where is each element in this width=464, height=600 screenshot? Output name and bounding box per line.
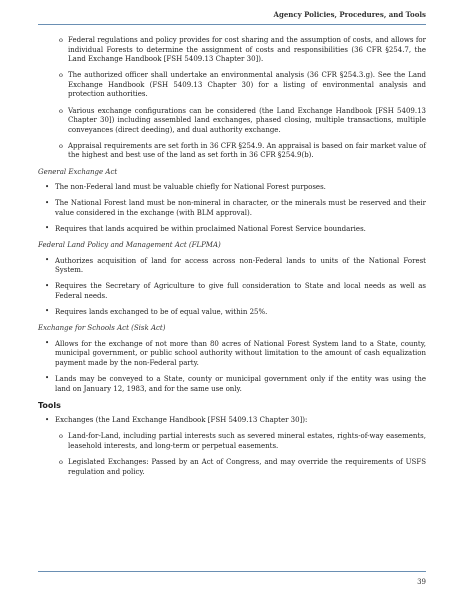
tools-subitem-text: Land-for-Land, including partial interests such as severed mineral estates, rights-of-way easements, leasehold interests, and long-term or perpetual easements.	[68, 432, 426, 450]
section-title-general-exchange-act: General Exchange Act	[38, 167, 118, 176]
bullet-text: The National Forest land must be non-mineral in character, or the minerals must be reserved and their value considered in the exchange (with BLM approval).	[55, 199, 426, 217]
tools-subitem	[38, 432, 426, 451]
bullet-item	[38, 199, 426, 218]
bullet-item	[38, 340, 426, 369]
bullet-text: Requires lands exchanged to be of equal value, within 25%.	[55, 307, 268, 316]
bullet-text: Requires the Secretary of Agriculture to give full consideration to State and local needs as well as Federal needs.	[55, 282, 426, 300]
tools-subitem-text: Legislated Exchanges: Passed by an Act of Congress, and may override the requirements of USFS regulation and policy.	[68, 458, 426, 476]
intro-subitem	[38, 71, 426, 100]
bullet-marker: •	[45, 374, 50, 383]
page-body	[38, 36, 426, 484]
sub-marker: o	[59, 71, 63, 80]
bullet-text: Authorizes acquisition of land for access across non-Federal lands to units of the National Forest System.	[55, 256, 426, 275]
bullet-marker: •	[45, 307, 50, 316]
intro-subitem-text: The authorized officer shall undertake an environmental analysis (36 CFR §254.3.g). See the Land Exchange Handbook (FSH 5409.13 Chapter 30) for a listing of environmental analysis and protection authorities.	[68, 71, 426, 99]
bullet-text: Allows for the exchange of not more than 80 acres of National Forest System land to a State, county, municipal government, or public school authority without limitation to the amount of cash equalization payment made by the non-Federal party.	[55, 339, 426, 367]
bullet-text: Requires that lands acquired be within proclaimed National Forest Service boundaries.	[55, 224, 366, 233]
bullet-marker: •	[45, 198, 50, 207]
bullet-item	[38, 375, 426, 394]
bullet-item	[38, 183, 426, 193]
header-rule	[38, 24, 426, 25]
intro-subitem-text: Appraisal requirements are set forth in 36 CFR §254.9. An appraisal is based on fair market value of the highest and best use of the land as set forth in 36 CFR §254.9(b).	[68, 141, 426, 160]
running-header: Agency Policies, Procedures, and Tools	[273, 10, 426, 19]
bullet-item	[38, 282, 426, 301]
intro-subitem-text: Various exchange configurations can be considered (the Land Exchange Handbook [FSH 5409.13 Chapter 30]) including assembled land exchanges, phased closing, multiple transactions, multiple conveyances (direct deeding), and dual authority exchange.	[68, 106, 426, 134]
sub-marker: o	[59, 36, 63, 44]
bullet-marker: •	[45, 415, 50, 424]
bullet-item	[38, 225, 426, 235]
intro-subitem-text: Federal regulations and policy provides for cost sharing and the assumption of costs, and allows for individual Forests to determine the assignment of costs and responsibilities (36 CFR §254.7, the Land Exchange Handbook [FSH 5409.13 Chapter 30]).	[68, 36, 426, 64]
bullet-marker: •	[45, 339, 50, 348]
bullet-marker: •	[45, 256, 50, 265]
bullet-marker: •	[45, 224, 50, 233]
footer-rule	[38, 571, 426, 572]
section-title-flpma: Federal Land Policy and Management Act (FLPMA)	[38, 241, 221, 249]
bullet-text: The non-Federal land must be valuable chiefly for National Forest purposes.	[55, 183, 326, 192]
section-title-tools: Tools	[38, 400, 61, 410]
intro-subitem	[38, 107, 426, 136]
intro-subitem	[38, 36, 426, 65]
bullet-item	[38, 308, 426, 318]
sub-marker: o	[59, 141, 63, 150]
page-number: 39	[417, 578, 426, 586]
intro-subitem	[38, 142, 426, 161]
bullet-text: Exchanges (the Land Exchange Handbook [FSH 5409.13 Chapter 30]):	[55, 416, 308, 425]
bullet-text: Lands may be conveyed to a State, county or municipal government only if the entity was using the land on January 12, 1983, and for the same use only.	[55, 374, 426, 393]
tools-subitem	[38, 458, 426, 477]
sub-marker: o	[59, 458, 63, 466]
bullet-item	[38, 257, 426, 276]
sub-marker: o	[59, 106, 63, 115]
section-title-sisk-act: Exchange for Schools Act (Sisk Act)	[38, 324, 166, 333]
bullet-marker: •	[45, 281, 50, 290]
sub-marker: o	[59, 432, 63, 441]
bullet-marker: •	[45, 182, 50, 191]
bullet-item	[38, 416, 426, 426]
